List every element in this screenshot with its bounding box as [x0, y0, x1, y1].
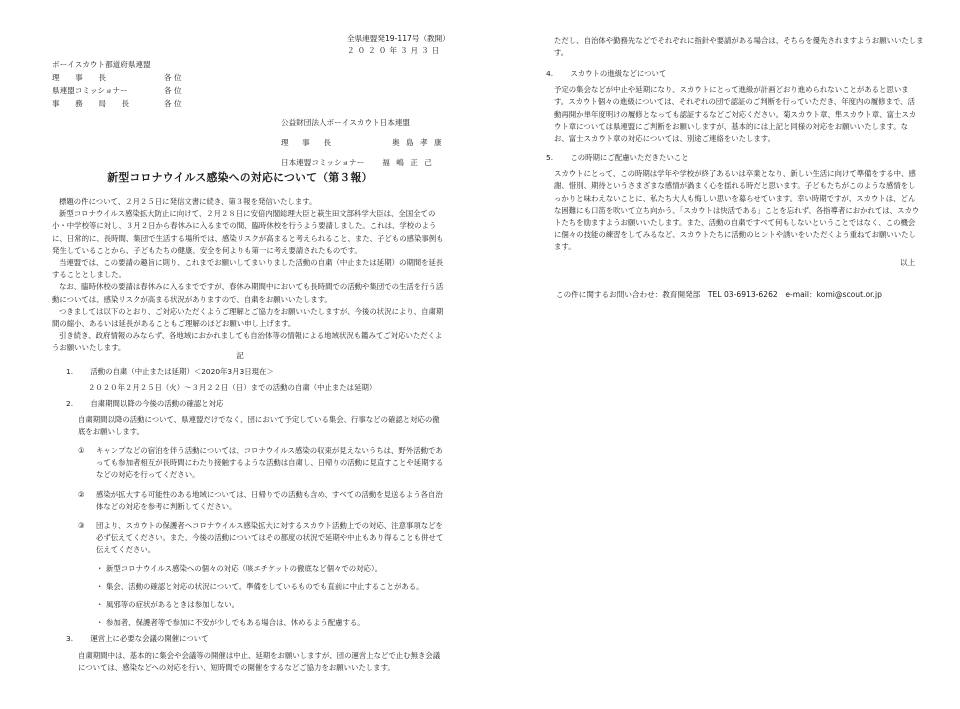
- intro-paragraph: なお、臨時休校の要請は春休みに入るまでですが、春休み期間中においても長時間での活動や集団での生活を行う活動については、感染リスクが高まる状況がありますので、自粛をお願いいたします。: [52, 282, 444, 304]
- point-marker: ①: [78, 446, 85, 456]
- bullet-marker: ・: [96, 563, 104, 573]
- point-text: キャンプなどの宿泊を伴う活動については、コロナウイルス感染の収束が見えないうちは、野外活動であっても参加者相互が長時間にわたり接触するような活動は自粛し、日帰りの活動に見直すことや延期するなどの対応を行ってください。: [96, 446, 444, 480]
- item-title: この時期にご配慮いただきたいこと: [570, 153, 689, 162]
- bullet-text: 新型コロナウイルス感染への個々の対応（咳エチケットの徹底など個々での対応）。: [106, 563, 383, 573]
- bullet-marker: ・: [96, 581, 104, 591]
- recipient-suffix: 各 位: [164, 86, 182, 95]
- sender-name: 福 嶋 正 己: [382, 158, 434, 167]
- point-text: 団より、スカウトの保護者へコロナウイルス感染拡大に対するスカウト活動上での対応、注意事項などを必ず伝えてください。また、今後の活動についてはその都度の状況で延期や中止もあり得ることも併せて伝えてください。: [96, 521, 444, 555]
- item-title: 自粛期間以降の今後の活動の確認と対応: [90, 399, 224, 409]
- bullet-text: 風邪等の症状があるときは参加しない。: [106, 600, 240, 610]
- item-title: 活動の自粛（中止または延期）＜2020年3月3日現在＞: [90, 367, 274, 376]
- bullet-item: [52, 617, 444, 629]
- intro-body: [52, 196, 444, 355]
- bullet-item: [52, 563, 444, 575]
- item-heading: [52, 633, 444, 645]
- item-number: 3.: [66, 634, 74, 644]
- item-number: 2.: [66, 399, 74, 409]
- bullet-marker: ・: [96, 618, 104, 628]
- bullet-text: 参加者、保護者等で参加に不安が少しでもある場合は、休めるよう配慮する。: [106, 618, 365, 628]
- recipient-row: [52, 97, 182, 110]
- recipient-block: [52, 58, 182, 110]
- item-paragraph: スカウトにとって、この時期は学年や学校が終了あるいは卒業となり、新しい生活に向けて準備をする中、感謝、惜別、期待というさまざまな感情が渦まく心を揺れる時だと思います。子どもたちがこのような感情をしっかりと味わえないことに、私たち大人も悔しい思いを募らせています。幸い時期ですが、スカウトは、どんな困難にも口笛を吹いて立ち向かう、「スカウトは快活である」ことを忘れず、各指導者におかれては、スカウトたちを励ますようお願いいたします。また、活動の自粛ですべて何もしないということではなく、この機会に個々の技能の練習をしてみるなど、スカウトたちに活動のヒントや誘いをいただくよう重ねてお願いいたします。: [554, 169, 920, 252]
- item-heading: [538, 68, 920, 80]
- item-number: 4.: [546, 69, 554, 78]
- point-marker: ②: [78, 489, 85, 499]
- sender-role: 理 事 長: [281, 138, 334, 147]
- item-title: スカウトの進級などについて: [570, 69, 667, 78]
- item-paragraph: 自粛期間以降の活動について、県連盟だけでなく、団において予定している集会、行事などの確認と対応の徹底をお願いします。: [78, 414, 440, 436]
- bullet-marker: ・: [96, 600, 104, 610]
- point-text: 感染が拡大する可能性のある地域については、日帰りでの活動も含め、すべての活動を見送るよう各自治体などの対応を参考に判断してください。: [96, 489, 443, 511]
- closing-ijo: 以上: [900, 258, 916, 267]
- right-continuation: ただし、自治体や勤務先などでそれぞれに指針や要請がある場合は、そちらを優先されますようお願いいたします。: [554, 36, 924, 58]
- ref-number: 全県連盟発19-117号（教開）: [347, 34, 450, 43]
- document-title: 新型コロナウイルス感染への対応について（第３報）: [107, 171, 373, 184]
- sender-line: [281, 133, 444, 153]
- item-heading: [52, 398, 444, 410]
- point-marker: ③: [78, 521, 85, 531]
- numbered-point: [52, 489, 444, 513]
- item-title: 運営上に必要な会議の開催について: [90, 634, 209, 644]
- item-heading: [52, 366, 444, 378]
- recipient-role: 県連盟コミッショナー: [52, 86, 128, 95]
- recipient-org: ボーイスカウト都道府県連盟: [52, 60, 151, 69]
- item-5: [538, 152, 920, 254]
- bullet-item: [52, 599, 444, 611]
- document-date: ２０２０年３月３日: [347, 46, 443, 55]
- numbered-point: [52, 520, 444, 557]
- recipient-suffix: 各 位: [164, 99, 182, 108]
- sender-name: 奥 島 孝 康: [391, 138, 444, 147]
- recipient-role: 理 事 長: [52, 73, 110, 82]
- recipient-suffix: 各 位: [164, 73, 182, 82]
- intro-paragraph: 当連盟では、この要請の趣旨に則り、これまでお願いしてまいりました活動の自粛（中止または延期）の期間を延長することとしました。: [52, 258, 444, 280]
- recipient-row: [52, 84, 182, 97]
- item-paragraph: 予定の集会などが中止や延期になり、スカウトにとって進級が計画どおり進められないことがあると思います。スカウト個々の進級については、それぞれの団で認証のご判断を行っていただき、年度内の履修まで、活動再開か単年度明けの履修となっても認証するなどご対応ください。菊スカウト章、隼スカウト章、富士スカウト章については県連盟にご判断をお願いしますが、基本的には上記と同様の対応をお願いいたします。なお、富士スカウト章の対応については、別途ご連絡をいたします。: [554, 85, 917, 144]
- item-paragraph: 自粛期間中は、基本的に集会や会議等の開催は中止、延期をお願いしますが、団の運営上などで止む無き会議については、感染などへの対応を行い、短時間での開催をするなどご協力をお願いいたします。: [78, 650, 441, 672]
- intro-paragraph: つきましては以下のとおり、ご対応いただくようご理解とご協力をお願いいたしますが、今後の状況により、自粛期間の縮小、あるいは延長があることもご理解のほどお願い申し上げます。: [52, 306, 444, 329]
- item-heading: [538, 152, 920, 164]
- sender-block: [281, 113, 444, 173]
- header-ref: [347, 33, 450, 57]
- item-4: [538, 68, 920, 145]
- intro-paragraph: 引き続き、政府情報のみならず、各地域におかれましても自治体等の情報による地域状況も鑑みてご対応いただくようお願いいたします。: [52, 331, 443, 353]
- items-list: [52, 366, 444, 674]
- intro-paragraph: 新型コロナウイルス感染拡大防止に向けて、２月２８日に安倍内閣総理大臣と萩生田文部科学大臣は、全国全ての小・中学校等に対し、３月２日から春休みに入るまでの間、臨時休校を行うよう要請しました。これは、学校のように、日常的に、長時間、集団で生活する場所では、感染リスクが高まると考えられること、また、子どもの感染事例も発生していることから、子どもたちの健康、安全を何よりも第一に考え要請されたものです。: [52, 209, 444, 255]
- item-number: 1.: [66, 367, 74, 376]
- sender-role: 日本連盟コミッショナー: [281, 158, 365, 167]
- recipient-role: 事 務 局 長: [52, 99, 134, 108]
- recipient-row: [52, 71, 182, 84]
- intro-paragraph: 標題の件について、２月２５日に発信文書に続き、第３報を発信いたします。: [59, 197, 317, 206]
- sender-org: 公益財団法人ボーイスカウト日本連盟: [281, 118, 411, 127]
- contact-line: この件に関するお問い合わせ：教育開発部 TEL 03-6913-6262 e-mail：komi@scout.or.jp: [556, 290, 882, 299]
- numbered-point: [52, 445, 444, 482]
- bullet-text: 集会、活動の確認と対応の状況について。準備をしているものでも直前に中止することがある。: [106, 581, 424, 591]
- bullet-item: [52, 581, 444, 593]
- item-number: 5.: [546, 153, 554, 162]
- item-detail: ２０２０年２月２５日（火）～３月２２日（日）までの活動の自粛（中止または延期）: [88, 383, 377, 393]
- ki-heading: 記: [236, 351, 244, 360]
